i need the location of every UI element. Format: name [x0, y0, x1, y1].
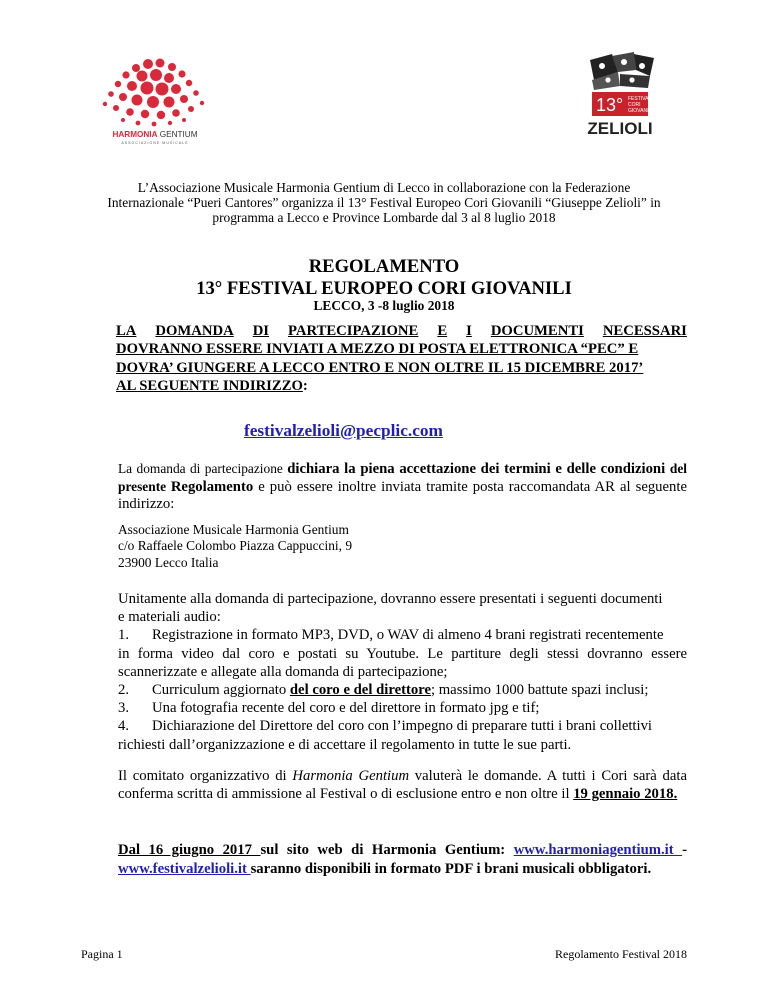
committee-org-name: Harmonia Gentium — [292, 768, 410, 784]
festival-title: 13° FESTIVAL EUROPEO CORI GIOVANILI — [196, 278, 572, 299]
list-text-part: ; massimo 1000 battute spazi inclusi; — [431, 682, 649, 699]
list-number: 4. — [118, 718, 130, 735]
list-item-continuation: in forma video dal coro e postati su Youtube. Le partiture degli stessi dovranno essere scannerizzate e allegate alla domanda di partecipazione; — [118, 645, 687, 680]
list-number: 1. — [118, 627, 130, 644]
notice-word: NECESSARI — [602, 323, 687, 339]
committee-text: Il comitato organizzativo di — [118, 768, 293, 784]
acceptance-bold: Regolamento — [170, 479, 254, 495]
availability-text: saranno disponibili in formato PDF i brani musicali obbligatori. — [250, 860, 652, 877]
availability-date: Dal 16 giugno 2017 — [118, 842, 261, 858]
availability-separator: - — [682, 842, 688, 858]
committee-deadline: 19 gennaio 2018. — [573, 786, 678, 803]
page-number: Pagina 1 — [81, 947, 123, 961]
list-item — [118, 626, 687, 644]
notice-line-4 — [116, 377, 687, 395]
harmonia-dots-icon — [80, 58, 230, 146]
postal-address — [118, 522, 418, 571]
notice-word: I — [466, 323, 472, 339]
intro-line: L’Associazione Musicale Harmonia Gentium di Lecco in collaborazione con la Federazione — [137, 180, 631, 195]
festival-dates: LECCO, 3 -8 luglio 2018 — [313, 298, 455, 313]
acceptance-bold: del presente — [118, 461, 688, 494]
notice-word: E — [437, 323, 448, 339]
acceptance-bold: dichiara la piena accettazione dei termini e delle condizioni — [287, 461, 666, 477]
required-documents — [118, 590, 687, 754]
zelioli-edition: 13° — [596, 95, 624, 115]
list-text-emphasis: del coro e del direttore — [289, 682, 431, 699]
footer-title: Regolamento Festival 2018 — [555, 947, 687, 961]
availability-paragraph — [118, 841, 687, 878]
list-text: Dichiarazione del Direttore del coro con l’impegno di preparare tutti i brani collettivi — [152, 718, 652, 735]
committee-text: valuterà le domande. A tutti i Cori sarà data conferma scritta di ammissione al Festival o di esclusione entro e non oltre il — [118, 768, 688, 803]
list-text: Una fotografia recente del coro e del direttore in formato jpg e tif; — [152, 700, 540, 717]
list-number: 2. — [118, 682, 130, 699]
list-item — [118, 717, 687, 735]
list-item — [118, 699, 687, 717]
document-title: REGOLAMENTO — [308, 256, 460, 277]
zelioli-festival-logo — [578, 50, 668, 138]
notice-line-1 — [116, 322, 687, 340]
zelioli-line-cori: CORI — [628, 102, 641, 108]
committee-paragraph — [118, 767, 687, 804]
zelioli-line-festival: FESTIVAL — [628, 96, 652, 102]
documents-intro: e materiali audio: — [118, 609, 221, 626]
notice-word: DI — [252, 323, 270, 339]
notice-colon: : — [302, 378, 308, 395]
availability-text: sul sito web di Harmonia Gentium: — [260, 842, 514, 858]
intro-line: Internazionale “Pueri Cantores” organizza il 13° Festival Europeo Cori Giovanili “Giuseppe Zelioli” in — [107, 195, 661, 210]
address-line: c/o Raffaele Colombo Piazza Cappuccini, 9 — [118, 538, 353, 554]
list-number: 3. — [118, 700, 130, 717]
notice-line-3: DOVRA’ GIUNGERE A LECCO ENTRO E NON OLTRE IL 15 DICEMBRE 2017’ — [116, 359, 644, 376]
list-text-part: Curriculum aggiornato — [152, 682, 290, 699]
notice-line-2: DOVRANNO ESSERE INVIATI A MEZZO DI POSTA ELETTRONICA “PEC” E — [116, 341, 639, 358]
submission-notice — [116, 322, 687, 396]
list-text — [152, 681, 648, 699]
pec-email-link[interactable]: festivalzelioli@pecplic.com — [244, 421, 443, 440]
intro-paragraph — [80, 180, 688, 225]
address-line: 23900 Lecco Italia — [118, 554, 219, 570]
address-line: Associazione Musicale Harmonia Gentium — [118, 522, 349, 537]
acceptance-text: e può essere inoltre inviata tramite posta raccomandata AR al seguente indirizzo: — [118, 479, 687, 512]
festival-website-link[interactable]: www.festivalzelioli.it — [118, 860, 251, 877]
notice-word: PARTECIPAZIONE — [288, 323, 419, 339]
intro-line: programma a Lecco e Province Lombarde dal 3 al 8 luglio 2018 — [212, 210, 556, 225]
notice-word: DOMANDA — [155, 323, 234, 339]
harmonia-name: HARMONIA GENTIUM — [112, 130, 198, 139]
zelioli-line-giovanili: GIOVANILI — [628, 108, 653, 114]
acceptance-paragraph — [118, 460, 687, 513]
notice-word: DOCUMENTI — [490, 323, 584, 339]
notice-line-4-text: AL SEGUENTE INDIRIZZO — [116, 378, 303, 395]
documents-intro: Unitamente alla domanda di partecipazione, dovranno essere presentati i seguenti documenti — [118, 591, 663, 607]
harmonia-website-link[interactable]: www.harmoniagentium.it — [513, 842, 683, 858]
zelioli-name: ZELIOLI — [587, 119, 653, 138]
list-item — [118, 681, 687, 699]
list-text: Registrazione in formato MP3, DVD, o WAV di almeno 4 brani registrati recentemente — [152, 627, 664, 644]
harmonia-gentium-logo — [80, 58, 230, 146]
acceptance-text: La domanda di partecipazione — [118, 461, 288, 476]
notice-word: LA — [116, 323, 137, 339]
harmonia-subtitle: ASSOCIAZIONE MUSICALE — [121, 141, 189, 145]
list-item-continuation: richiesti dall’organizzazione e di accettare il regolamento in tutte le sue parti. — [118, 736, 572, 753]
zelioli-choir-icon — [578, 50, 668, 138]
